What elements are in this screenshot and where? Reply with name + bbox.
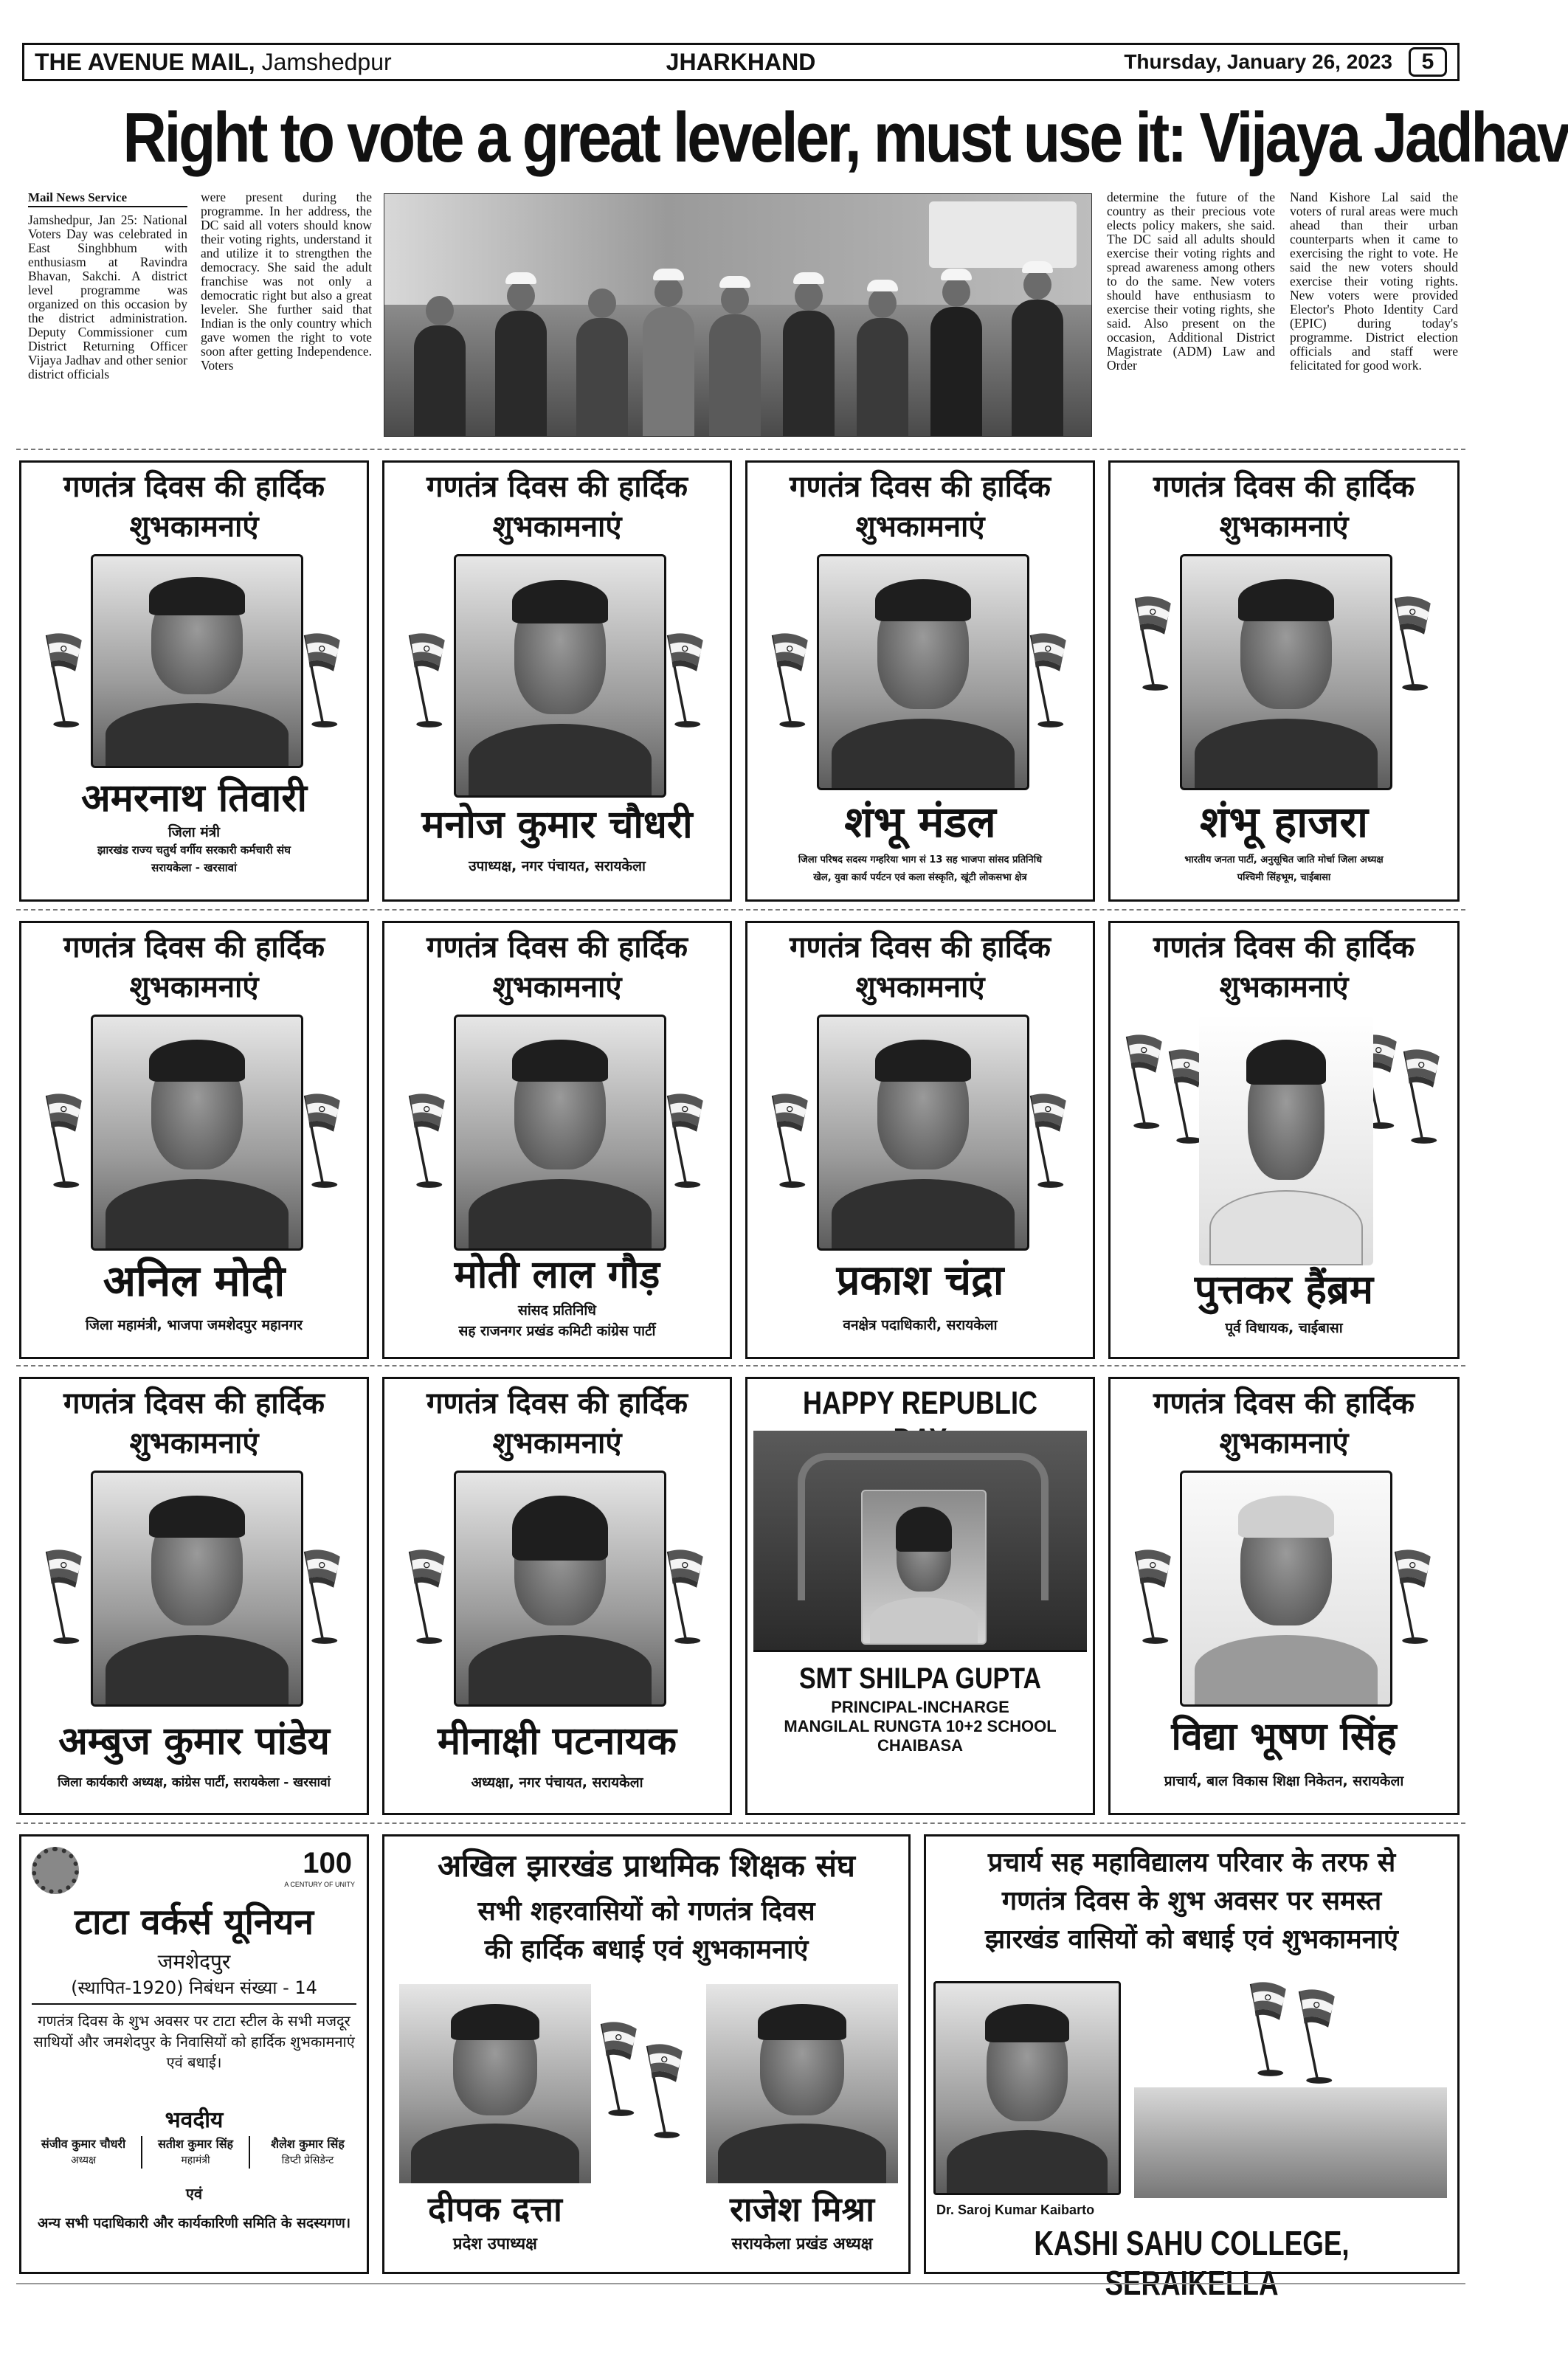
flag-icon (39, 1085, 91, 1196)
portrait-photo (1199, 1015, 1373, 1265)
issue-date-value: January 26, 2023 (1221, 50, 1392, 73)
news-photo (384, 193, 1092, 437)
greeting-ad (382, 921, 732, 1359)
person-name: मीनाक्षी पटनायक (438, 1719, 677, 1763)
school-ad-title: PRINCIPAL-INCHARGE (831, 1698, 1009, 1716)
issue-date (1124, 50, 1392, 74)
portrait-photo (454, 554, 666, 798)
person-name: अमरनाथ तिवारी (81, 776, 307, 820)
greeting-text: गणतंत्र दिवस की हार्दिक शुभकामनाएं (1153, 930, 1415, 1004)
school-ad-city: CHAIBASA (877, 1736, 964, 1755)
greeting-ad (19, 921, 369, 1359)
principal-name: Dr. Saroj Kumar Kaibarto (936, 2202, 1095, 2217)
masthead (22, 43, 1460, 81)
photo-person (709, 314, 761, 436)
flag-icon (39, 625, 91, 736)
designation-1: जिला परिषद सदस्य गम्हरिया भाग सं 13 सह भाजपा सांसद प्रतिनिधि (798, 854, 1043, 865)
union-message: गणतंत्र दिवस के शुभ अवसर पर टाटा स्टील के सभी मजदूर साथियों और जमशेदपुर के निवासियों को हार्दिक शुभकामनाएं एवं बधाई। (33, 2012, 355, 2071)
flag-icon (1023, 625, 1075, 736)
greeting-ad (1108, 1377, 1460, 1815)
portrait-photo (91, 1471, 303, 1707)
portrait-photo (1180, 1471, 1392, 1707)
portrait-photo (91, 554, 303, 768)
article-column-1 (28, 190, 187, 435)
flag-icon (1388, 1541, 1440, 1652)
person-name: शंभू हाजरा (1199, 797, 1368, 847)
signatory (253, 2136, 362, 2169)
flag-icon (297, 1085, 349, 1196)
greeting-ad (745, 921, 1095, 1359)
designation-1: उपाध्यक्ष, नगर पंचायत, सरायकेला (469, 858, 646, 874)
photo-person (576, 318, 628, 436)
school-ad (745, 1377, 1095, 1815)
designation-1: भारतीय जनता पार्टी, अनुसूचित जाति मोर्चा जिला अध्यक्ष (1184, 854, 1384, 865)
page-bottom-rule (16, 2283, 1465, 2284)
designation-1: जिला कार्यकारी अध्यक्ष, कांग्रेस पार्टी, सरायकेला - खरसावां (58, 1775, 331, 1790)
portrait-photo (399, 1984, 591, 2183)
greeting-text: गणतंत्र दिवस की हार्दिक शुभकामनाएं (426, 930, 688, 1004)
page-number: 5 (1409, 47, 1447, 77)
centenary-badge-caption: A CENTURY OF UNITY (284, 1881, 355, 1888)
signatory (29, 2136, 138, 2169)
paper-name-line (35, 49, 392, 76)
portrait-photo (861, 1490, 987, 1645)
person-name: राजेश मिश्रा (729, 2189, 875, 2229)
flag-icon (39, 1541, 91, 1652)
signatory-role: डिप्टी प्रेसिडेन्ट (281, 2155, 334, 2166)
union-and: एवं (185, 2185, 203, 2202)
designation-1: सांसद प्रतिनिधि (518, 1302, 596, 1319)
college-name: KASHI SAHU COLLEGE, SERAIKELLA (1034, 2224, 1350, 2302)
portrait-photo (933, 1981, 1121, 2195)
greeting-text: गणतंत्र दिवस की हार्दिक शुभकामनाएं (426, 1386, 688, 1460)
union-city: जमशेदपुर (157, 1949, 231, 1974)
greeting-text: गणतंत्र दिवस की हार्दिक शुभकामनाएं (426, 470, 688, 544)
greeting-ad (1108, 460, 1460, 902)
paper-city: Jamshedpur (255, 48, 392, 75)
college-line-3: झारखंड वासियों को बधाई एवं शुभकामनाएं (985, 1924, 1398, 1955)
greeting-ad (19, 460, 369, 902)
divider (16, 1822, 1465, 1824)
divider (16, 1365, 1465, 1366)
flag-icon (1128, 588, 1180, 699)
flag-icon (660, 1085, 712, 1196)
greeting-text: गणतंत्र दिवस की हार्दिक शुभकामनाएं (790, 930, 1051, 1004)
photo-person (930, 307, 982, 436)
person-name: मोती लाल गौड़ (454, 1253, 660, 1297)
article-column-4: Nand Kishore Lal said the voters of rural areas were much ahead than their urban counterparts when it came to exercising the right to vote. He said the new voters should exercise their voting rights. New voters were provided Elector's Photo Identity Card (EPIC) during today's programme. District election officials and staff were felicitated for good work. (1290, 190, 1458, 373)
signatory-role: अध्यक्ष (70, 2155, 97, 2166)
college-line-2: गणतंत्र दिवस के शुभ अवसर पर समस्त (1001, 1886, 1382, 1916)
flag-icon (402, 1541, 454, 1652)
greeting-text: गणतंत्र दिवस की हार्दिक शुभकामनाएं (790, 470, 1051, 544)
greeting-text: गणतंत्र दिवस की हार्दिक शुभकामनाएं (63, 470, 325, 544)
person-name: शंभू मंडल (844, 797, 996, 847)
union-footer: अन्य सभी पदाधिकारी और कार्यकारिणी समिति के सदस्यगण। (37, 2215, 351, 2231)
photo-person (643, 307, 694, 436)
divider (32, 2003, 356, 2005)
greeting-text: गणतंत्र दिवस की हार्दिक शुभकामनाएं (1153, 470, 1415, 544)
teachers-ad (382, 1834, 911, 2274)
designation-1: अध्यक्षा, नगर पंचायत, सरायकेला (471, 1775, 643, 1791)
divider (16, 449, 1465, 450)
school-gate-photo (753, 1431, 1087, 1652)
school-ad-name: SMT SHILPA GUPTA (798, 1662, 1042, 1695)
flag-icon (402, 1085, 454, 1196)
person-name: मनोज कुमार चौधरी (421, 803, 693, 847)
article-column-2: were present during the programme. In her address, the DC said all voters should know their voting rights, understand it and utilize it to strengthen the democracy. She said the adult franchise was not only a democratic right but also a great leveler. She further said that Indian is the only country which gave women the right to vote soon after getting Independence. Voters (201, 190, 372, 373)
issue-day: Thursday, (1124, 50, 1222, 73)
person-name: पुत्तकर हैंब्रम (1194, 1266, 1374, 1313)
photo-person (857, 318, 908, 436)
college-building-photo (1134, 2087, 1447, 2198)
designation-2: सह राजनगर प्रखंड कमिटी कांग्रेस पार्टी (458, 1323, 656, 1339)
union-ad (19, 1834, 369, 2274)
college-ad (924, 1834, 1460, 2302)
college-line-1: प्रचार्य सह महाविद्यालय परिवार के तरफ से (987, 1848, 1396, 1878)
designation-1: वनक्षेत्र पदाधिकारी, सरायकेला (843, 1317, 998, 1333)
flag-icon (765, 1085, 817, 1196)
flag-icon (660, 1541, 712, 1652)
signatory-name: संजीव कुमार चौधरी (41, 2137, 126, 2151)
greeting-text: गणतंत्र दिवस की हार्दिक शुभकामनाएं (63, 930, 325, 1004)
designation-2: झारखंड राज्य चतुर्थ वर्गीय सरकारी कर्मचारी संघ (97, 843, 291, 857)
school-ad-school: MANGILAL RUNGTA 10+2 SCHOOL (784, 1717, 1057, 1735)
person-name: प्रकाश चंद्रा (836, 1257, 1004, 1305)
designation-1: जिला महामंत्री, भाजपा जमशेदपुर महानगर (85, 1317, 303, 1333)
signatory-name: शैलेश कुमार सिंह (271, 2137, 345, 2151)
flag-icon (297, 625, 349, 736)
union-logo-icon (32, 1847, 79, 1894)
signatory-role: महामंत्री (181, 2155, 210, 2166)
flag-icon (1128, 1541, 1180, 1652)
section-name: JHARKHAND (666, 48, 816, 75)
teachers-line-2: की हार्दिक बधाई एवं शुभकामनाएं (484, 1935, 809, 1965)
photo-person (1012, 300, 1063, 436)
byline: Mail News Service (28, 190, 187, 207)
designation-2: सरायकेला प्रखंड अध्यक्ष (731, 2235, 873, 2253)
flag-icon (640, 2036, 691, 2146)
teachers-title: अखिल झारखंड प्राथमिक शिक्षक संघ (438, 1848, 855, 1884)
greeting-ad (382, 1377, 732, 1815)
portrait-photo (454, 1015, 666, 1251)
person-name: दीपक दत्ता (428, 2189, 562, 2229)
photo-person (495, 311, 547, 436)
paper-name: THE AVENUE MAIL, (35, 48, 255, 75)
flag-icon (402, 625, 454, 736)
signatory (141, 2136, 250, 2169)
greeting-ad (745, 460, 1095, 902)
designation-1: पूर्व विधायक, चाईबासा (1225, 1320, 1343, 1336)
designation-1: जिला मंत्री (167, 824, 221, 840)
greeting-ad (1108, 921, 1460, 1359)
flag-icon (1397, 1041, 1448, 1152)
person-name: विद्या भूषण सिंह (1171, 1715, 1397, 1759)
flag-icon (594, 2014, 646, 2124)
school-ad-heading: HAPPY REPUBLIC (802, 1385, 1038, 1421)
greeting-ad (19, 1377, 369, 1815)
photo-person (783, 311, 835, 436)
portrait-photo (1180, 554, 1392, 790)
flag-icon (1243, 1974, 1295, 2084)
greeting-text: गणतंत्र दिवस की हार्दिक शुभकामनाएं (63, 1386, 325, 1460)
flag-icon (1023, 1085, 1075, 1196)
teachers-line-1: सभी शहरवासियों को गणतंत्र दिवस (477, 1896, 815, 1927)
designation-3: सरायकेला - खरसावां (151, 861, 237, 874)
divider (16, 909, 1465, 911)
union-title: टाटा वर्कर्स यूनियन (74, 1901, 314, 1943)
portrait-photo (817, 554, 1029, 790)
article-column-3: determine the future of the country as their precious vote elects policy makers, she said. The DC said all adults should exercise their voting rights and spread awareness among others to do the same. New voters should have enthusiasm to exercise their voting rights, she said. Also present on the occasion, Additional District Magistrate (ADM) Law and Order (1107, 190, 1275, 373)
signatory-name: सतीश कुमार सिंह (157, 2137, 234, 2151)
union-registration: (स्थापित-1920) निबंधन संख्या - 14 (71, 1977, 317, 1998)
person-name: अनिल मोदी (103, 1256, 286, 1306)
photo-banner (929, 201, 1077, 268)
designation-1: प्रदेश उपाध्यक्ष (453, 2235, 537, 2253)
centenary-badge: 100 (303, 1847, 352, 1879)
portrait-photo (817, 1015, 1029, 1251)
greeting-text: गणतंत्र दिवस की हार्दिक शुभकामनाएं (1153, 1386, 1415, 1460)
article-text-1: Jamshedpur, Jan 25: National Voters Day was celebrated in East Singhbhum with enthusiasm at Ravindra Bhavan, Sakchi. A district level programme was organized on this occasion by the district administration. Deputy Commissioner cum District Returning Officer Vijaya Jadhav and other senior district officials (28, 213, 187, 381)
greeting-ad (382, 460, 732, 902)
flag-icon (1388, 588, 1440, 699)
portrait-photo (454, 1471, 666, 1707)
flag-icon (660, 625, 712, 736)
designation-2: पश्चिमी सिंहभूम, चाईबासा (1237, 872, 1331, 883)
designation-2: खेल, युवा कार्य पर्यटन एवं कला संस्कृति, खूंटी लोकसभा क्षेत्र (813, 872, 1027, 883)
flag-icon (297, 1541, 349, 1652)
portrait-photo (91, 1015, 303, 1251)
photo-person (414, 325, 466, 436)
union-closing: भवदीय (165, 2107, 224, 2133)
headline: Right to vote a great leveler, must use it: Vijaya Jadhav (122, 98, 1568, 177)
person-name: अम्बुज कुमार पांडेय (58, 1719, 330, 1763)
flag-icon (1292, 1981, 1344, 2092)
flag-icon (765, 625, 817, 736)
designation-1: प्राचार्य, बाल विकास शिक्षा निकेतन, सरायकेला (1164, 1773, 1404, 1789)
portrait-photo (706, 1984, 898, 2183)
